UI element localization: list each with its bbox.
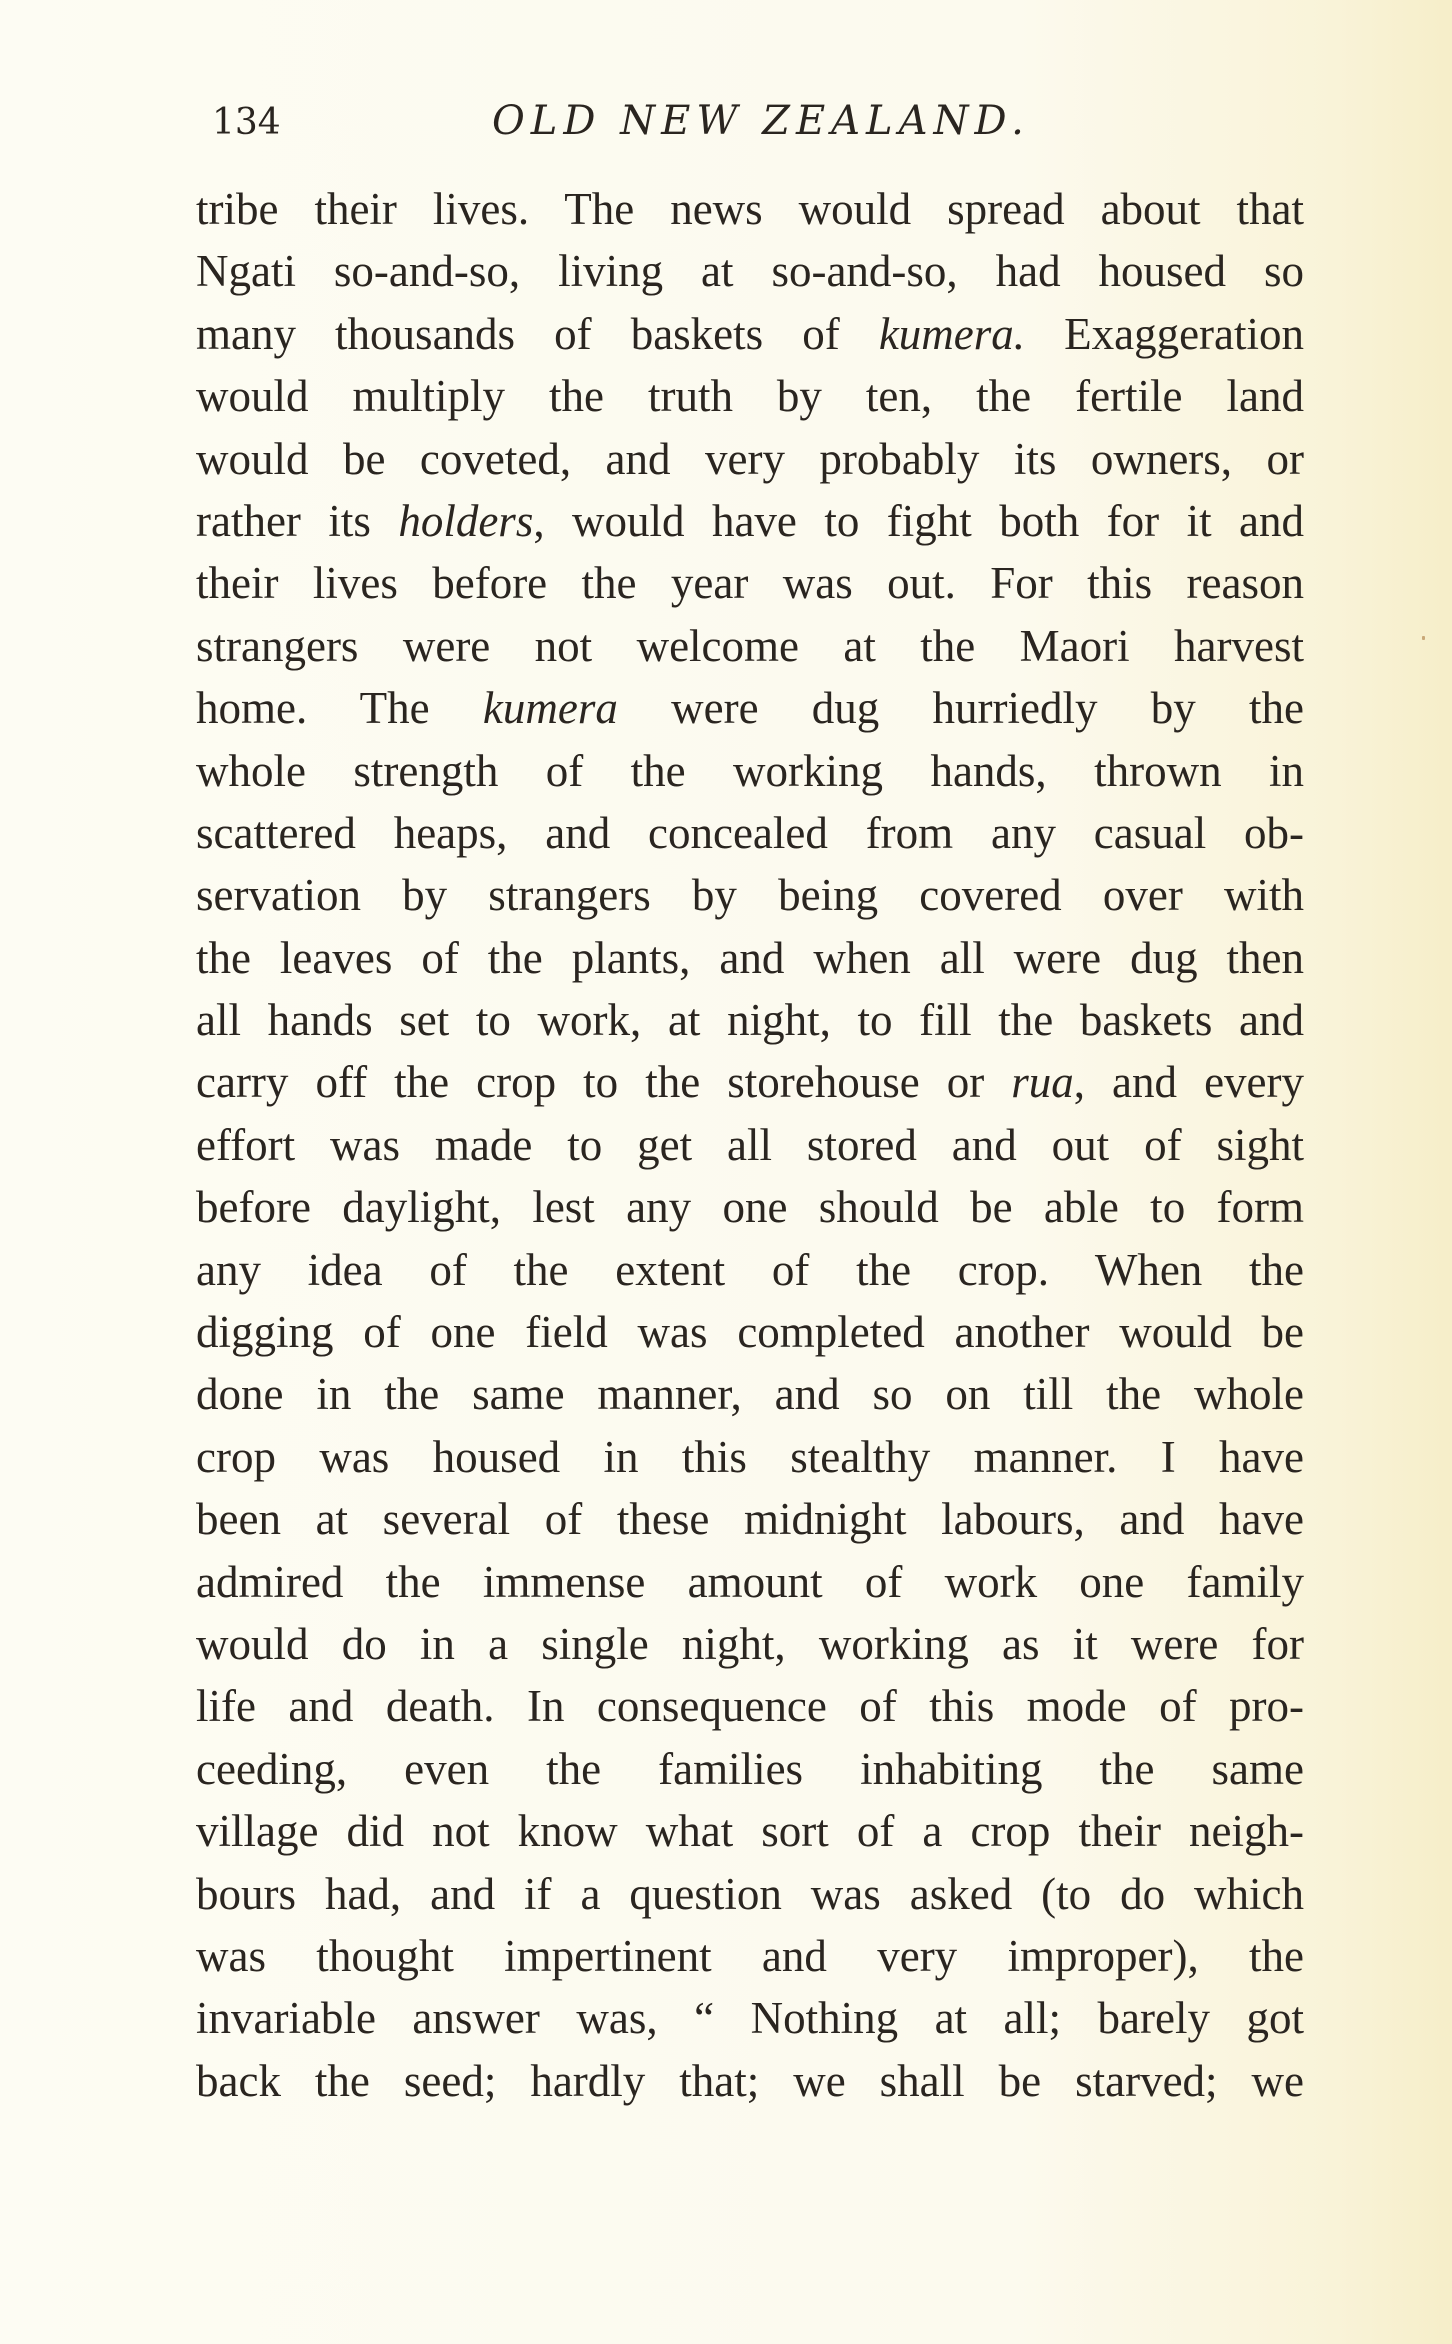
text-segment: carry off the crop to the storehouse or bbox=[196, 1057, 1012, 1108]
text-segment: home. The bbox=[196, 683, 483, 734]
text-line bbox=[196, 365, 1304, 427]
text-segment: rather its bbox=[196, 495, 399, 546]
text-line bbox=[196, 1613, 1304, 1675]
text-segment: before daylight, lest any one should be able to form bbox=[196, 1182, 1304, 1233]
text-segment: crop was housed in this stealthy manner. I have bbox=[196, 1431, 1304, 1482]
text-segment: , would have to fight both for it and bbox=[533, 495, 1304, 546]
text-line bbox=[196, 428, 1304, 490]
text-line bbox=[196, 927, 1304, 989]
text-segment: back the seed; hardly that; we shall be starved; we bbox=[196, 2055, 1304, 2106]
text-segment: would be coveted, and very probably its owners, or bbox=[196, 433, 1304, 484]
text-line bbox=[196, 1239, 1304, 1301]
italic-term: kumera bbox=[482, 683, 618, 734]
text-segment: digging of one field was completed another would be bbox=[196, 1307, 1304, 1358]
text-segment: effort was made to get all stored and out of sight bbox=[196, 1119, 1304, 1170]
body-text bbox=[196, 178, 1304, 2112]
text-line bbox=[196, 1114, 1304, 1176]
text-line bbox=[196, 2050, 1304, 2112]
text-line bbox=[196, 240, 1304, 302]
text-segment: bours had, and if a question was asked (to do which bbox=[196, 1868, 1304, 1919]
text-segment: whole strength of the working hands, thrown in bbox=[196, 745, 1304, 796]
text-line bbox=[196, 1987, 1304, 2049]
text-segment: would multiply the truth by ten, the fertile land bbox=[196, 371, 1304, 422]
text-segment: many thousands of baskets of bbox=[196, 308, 879, 359]
text-line bbox=[196, 1675, 1304, 1737]
text-line bbox=[196, 740, 1304, 802]
text-segment: all hands set to work, at night, to fill the baskets and bbox=[196, 995, 1304, 1046]
text-line bbox=[196, 1800, 1304, 1862]
text-line bbox=[196, 1426, 1304, 1488]
page-header bbox=[212, 98, 1302, 158]
text-segment: the leaves of the plants, and when all were dug then bbox=[196, 932, 1304, 983]
text-line bbox=[196, 1363, 1304, 1425]
text-line bbox=[196, 178, 1304, 240]
text-segment: tribe their lives. The news would spread about that bbox=[196, 184, 1304, 234]
text-segment: servation by strangers by being covered over with bbox=[196, 870, 1304, 921]
text-line bbox=[196, 303, 1304, 365]
paper-speck bbox=[1422, 636, 1425, 640]
text-segment: Ngati so-and-so, living at so-and-so, had housed so bbox=[196, 246, 1304, 297]
text-segment: their lives before the year was out. For this reason bbox=[196, 558, 1304, 609]
text-segment: scattered heaps, and concealed from any casual ob- bbox=[196, 807, 1304, 858]
text-line bbox=[196, 989, 1304, 1051]
text-segment: was thought impertinent and very improper), the bbox=[196, 1930, 1304, 1981]
italic-term: kumera. bbox=[878, 308, 1026, 359]
text-segment: done in the same manner, and so on till the whole bbox=[196, 1369, 1304, 1420]
text-segment: Exaggeration bbox=[1025, 308, 1304, 359]
italic-term: holders bbox=[398, 495, 534, 546]
text-segment: life and death. In consequence of this mode of pro- bbox=[196, 1681, 1304, 1732]
text-line bbox=[196, 490, 1304, 552]
text-line bbox=[196, 1488, 1304, 1550]
text-segment: would do in a single night, working as it were for bbox=[196, 1618, 1304, 1669]
text-line bbox=[196, 1738, 1304, 1800]
text-segment: strangers were not welcome at the Maori harvest bbox=[196, 620, 1304, 671]
text-line bbox=[196, 864, 1304, 926]
text-line bbox=[196, 1551, 1304, 1613]
text-segment: were dug hurriedly by the bbox=[617, 683, 1304, 734]
text-line bbox=[196, 1176, 1304, 1238]
page-number: 134 bbox=[212, 102, 281, 143]
text-line bbox=[196, 1925, 1304, 1987]
text-segment: village did not know what sort of a crop their neigh- bbox=[196, 1806, 1304, 1857]
text-line bbox=[196, 802, 1304, 864]
text-segment: any idea of the extent of the crop. When the bbox=[196, 1244, 1304, 1295]
text-line bbox=[196, 1051, 1304, 1113]
text-segment: admired the immense amount of work one family bbox=[196, 1556, 1304, 1607]
text-segment: ceeding, even the families inhabiting the same bbox=[196, 1743, 1304, 1794]
text-line bbox=[196, 677, 1304, 739]
text-line bbox=[196, 552, 1304, 614]
text-segment: invariable answer was, “ Nothing at all; barely got bbox=[196, 1993, 1304, 2044]
text-line bbox=[196, 1863, 1304, 1925]
italic-term: rua bbox=[1011, 1057, 1074, 1108]
text-segment: , and every bbox=[1073, 1057, 1304, 1108]
text-line bbox=[196, 615, 1304, 677]
text-segment: been at several of these midnight labours, and have bbox=[196, 1494, 1304, 1545]
text-line bbox=[196, 1301, 1304, 1363]
running-title: OLD NEW ZEALAND. bbox=[492, 98, 1030, 144]
